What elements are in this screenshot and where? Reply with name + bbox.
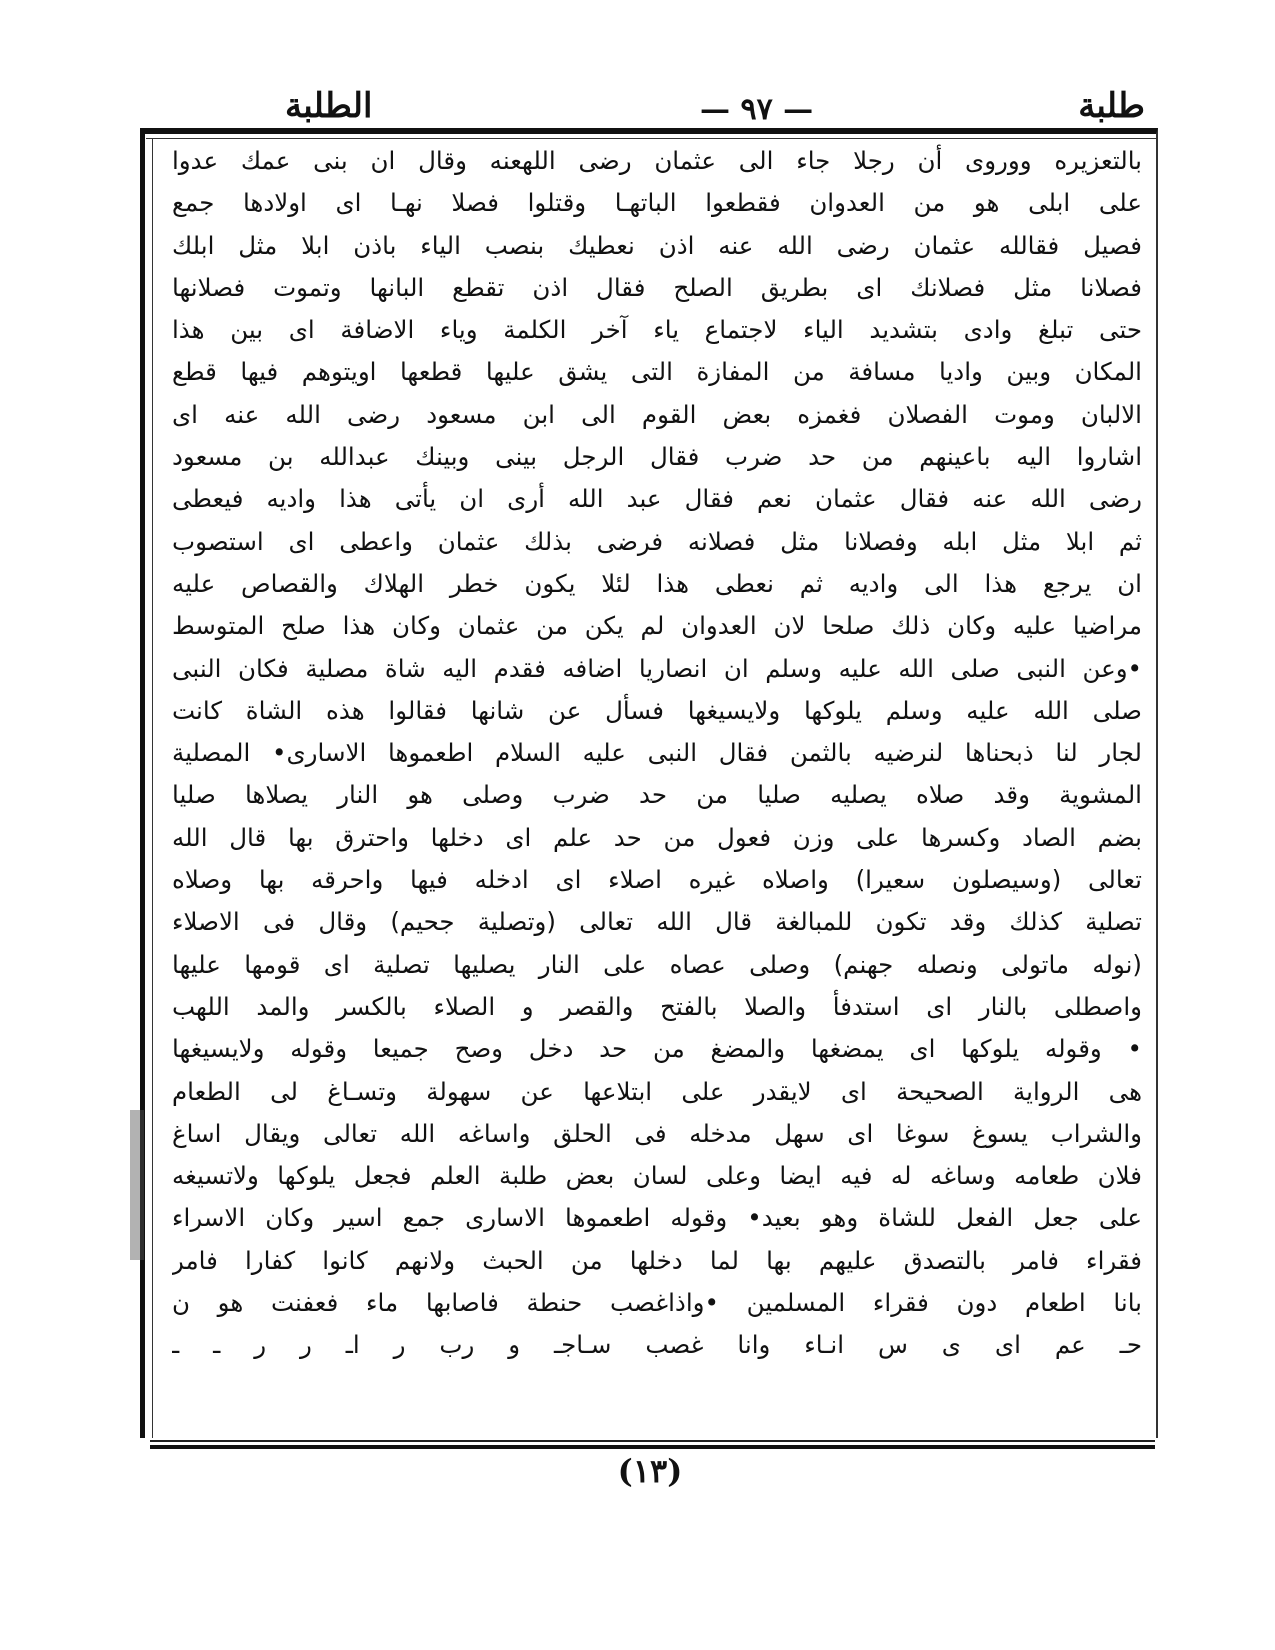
text-line: بالتعزيره ووروى أن رجلا جاء الى عثمان رضى اللهعنه وقال ان بنى عمك عدوا <box>172 146 1142 175</box>
text-line: فقراء فامر بالتصدق عليهم بها لما دخلها من الحبث ولانهم كانوا كفارا فامر <box>172 1245 1142 1275</box>
scan-artifact <box>130 1110 144 1260</box>
bottom-rule-thick <box>150 1445 1155 1449</box>
text-line: ثم ابلا مثل ابله وفصلانا مثل فصلانه فرضى بذلك عثمان واعطى اى استصوب <box>172 526 1142 556</box>
text-line: •وعن النبى صلى الله عليه وسلم ان انصاريا اضافه فقدم اليه شاة مصلية فكان النبى <box>172 653 1142 683</box>
text-line: حتى تبلغ وادى بتشديد الياء لاجتماع ياء آخر الكلمة وياء الاضافة اى بين هذا <box>172 315 1142 345</box>
text-line: المكان وبين واديا مسافة من المفازة التى يشق عليها قطعها اويتوهم فيها قطع <box>172 357 1142 387</box>
text-line: حـ عم اى ى س انـاء وانا غصب سـاجـ و رب ر اـ ر ر ـ ـ <box>172 1330 1142 1360</box>
text-line: واصطلى بالنار اى استدفأ والصلا بالفتح والقصر و الصلاء بالكسر والمد اللهب <box>172 991 1142 1021</box>
text-line: بضم الصاد وكسرها على وزن فعول من حد علم اى دخلها واحترق بها قال الله <box>172 822 1142 852</box>
text-line: لجار لنا ذبحناها لنرضيه بالثمن فقال النبى عليه السلام اطعموها الاسارى• المصلية <box>172 738 1142 768</box>
frame-inner-rule-left <box>152 138 153 1438</box>
text-line: فصلانا مثل فصلانك اى بطريق الصلح فقال اذن تقطع البانها وتموت فصلانها <box>172 272 1142 302</box>
page-header <box>140 86 1150 126</box>
text-line: مراضيا عليه وكان ذلك صلحا لان العدوان لم يكن من عثمان وكان هذا صلح المتوسط <box>172 611 1142 641</box>
text-line: على ابلى هو من العدوان فقطعوا الباتهـا وقتلوا فصلا نهـا اى اولادها جمع <box>172 188 1142 218</box>
text-line: رضى الله عنه فقال عثمان نعم فقال عبد الله أرى ان يأتى هذا واديه فيعطى <box>172 484 1142 514</box>
body-text <box>172 140 1142 1430</box>
text-line: والشراب يسوغ سوغا اى سهل مدخله فى الحلق واساغه الله تعالى ويقال اساغ <box>172 1118 1142 1148</box>
text-line: تعالى (وسيصلون سعيرا) واصلاه غيره اصلاء اى ادخله فيها واحرقه بها وصلاه <box>172 865 1142 895</box>
text-line: على جعل الفعل للشاة وهو بعيد• وقوله اطعموها الاسارى جمع اسير وكان الاسراء <box>172 1203 1142 1233</box>
text-line: صلى الله عليه وسلم يلوكها ولايسيغها فسأل عن شانها فقالوا هذه الشاة كانت <box>172 695 1142 725</box>
bottom-rule-thin <box>150 1440 1155 1442</box>
text-line: (نوله ماتولى ونصله جهنم) وصلى عصاه على النار يصليها تصلية اى قومها عليها <box>172 949 1142 979</box>
text-line: تصلية كذلك وقد تكون للمبالغة قال الله تعالى (وتصلية جحيم) وقال فى الاصلاء <box>172 907 1142 937</box>
text-line: ان يرجع هذا الى واديه ثم نعطى هذا لئلا يكون خطر الهلاك والقصاص عليه <box>172 568 1142 598</box>
header-guide-word-right: طلبة <box>1078 86 1145 126</box>
footer-signature-number: (١٣) <box>617 1452 683 1490</box>
text-line: الالبان وموت الفصلان فغمزه بعض القوم الى ابن مسعود رضى الله عنه اى <box>172 399 1142 429</box>
text-line: فصيل فقالله عثمان رضى الله عنه اذن نعطيك بنصب الياء باذن ابلا مثل ابلك <box>172 230 1142 260</box>
text-line: اشاروا اليه باعينهم من حد ضرب فقال الرجل بينى وبينك عبدالله بن مسعود <box>172 442 1142 472</box>
text-line: المشوية وقد صلاه يصليه صليا من حد ضرب وصلى هو النار يصلاها صليا <box>172 780 1142 810</box>
text-line: • وقوله يلوكها اى يمضغها والمضغ من حد دخل وصح جميعا وقوله ولايسيغها <box>172 1034 1142 1064</box>
header-guide-word-left: الطلبة <box>285 86 373 126</box>
text-line: فلان طعامه وساغه له فيه ايضا وعلى لسان بعض طلبة العلم فجعل يلوكها ولاتسيغه <box>172 1161 1142 1191</box>
frame-inner-rule-top <box>146 138 1156 139</box>
header-page-number: — ٩٧ — <box>700 92 814 127</box>
text-line: بانا اطعام دون فقراء المسلمين •واذاغصب حنطة فاصابها ماء فعفنت هو ن <box>172 1288 1142 1318</box>
text-line: هى الرواية الصحيحة اى لايقدر على ابتلاعها عن سهولة وتسـاغ لى الطعام <box>172 1076 1142 1106</box>
